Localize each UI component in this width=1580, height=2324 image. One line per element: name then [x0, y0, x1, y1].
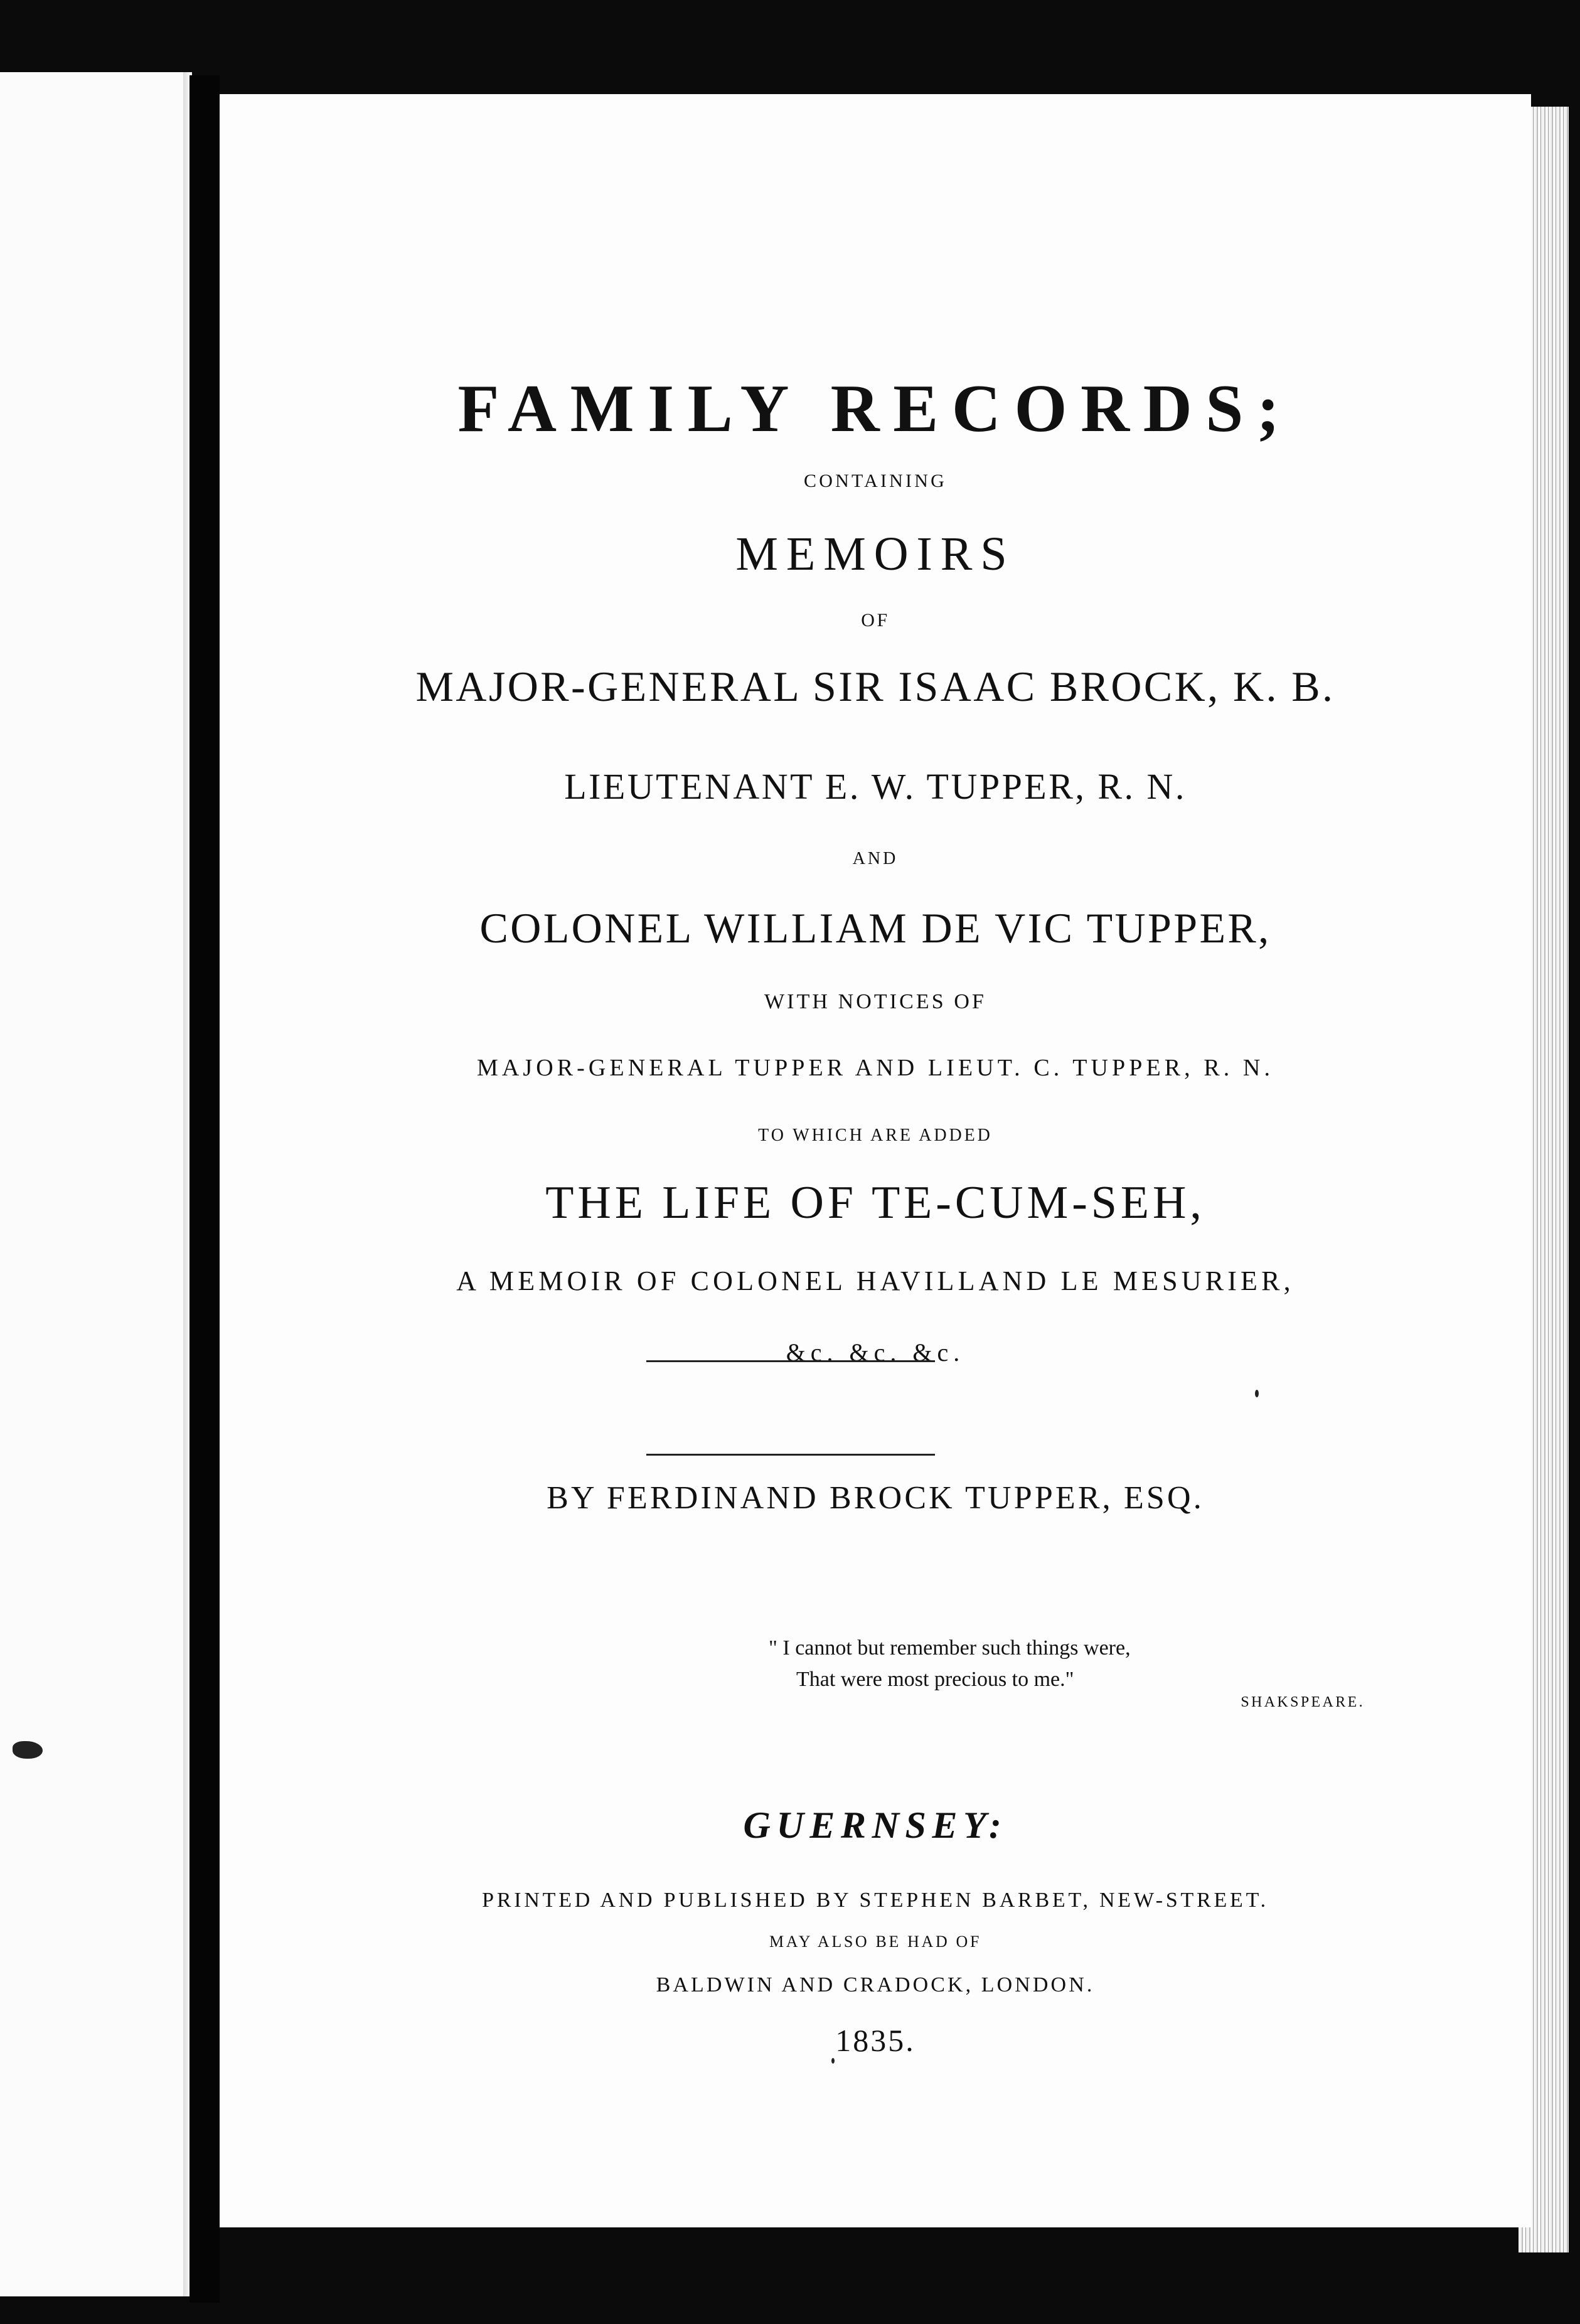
to-which-added-line: TO WHICH ARE ADDED [758, 1126, 993, 1145]
imprint-place: GUERNSEY: [743, 1804, 1008, 1846]
epigraph-source: SHAKSPEARE. [1241, 1694, 1365, 1710]
epigraph-line-1: " I cannot but remember such things were, [769, 1636, 1131, 1660]
with-notices-line: WITH NOTICES OF [764, 990, 986, 1013]
divider-rule-bottom [646, 1454, 935, 1456]
subject-colonel-tupper: COLONEL WILLIAM DE VIC TUPPER, [479, 904, 1271, 952]
memoirs-heading: MEMOIRS [735, 528, 1015, 580]
subject-ew-tupper: LIEUTENANT E. W. TUPPER, R. N. [564, 766, 1187, 807]
life-of-tecumseh: THE LIFE OF TE-CUM-SEH, [545, 1177, 1205, 1229]
imprint-printer: PRINTED AND PUBLISHED BY STEPHEN BARBET, NEW-STREET. [482, 1889, 1269, 1912]
and-line: AND [852, 849, 899, 868]
title-page [220, 94, 1531, 2227]
imprint-may-also: MAY ALSO BE HAD OF [769, 1932, 982, 1951]
author-line: BY FERDINAND BROCK TUPPER, ESQ. [547, 1480, 1204, 1516]
notices-subjects: MAJOR-GENERAL TUPPER AND LIEUT. C. TUPPER, R. N. [476, 1055, 1274, 1081]
book-title: FAMILY RECORDS; [457, 371, 1293, 446]
of-line: OF [861, 610, 890, 631]
scan-speck [1255, 1390, 1259, 1397]
imprint-booksellers: BALDWIN AND CRADOCK, LONDON. [656, 1973, 1095, 1996]
book-gutter [189, 75, 220, 2303]
epigraph [769, 1633, 1365, 1718]
scan-speck [831, 2058, 835, 2064]
facing-page [0, 72, 191, 2296]
et-cetera-line: &c. &c. &c. [786, 1338, 965, 1367]
subject-brock: MAJOR-GENERAL SIR ISAAC BROCK, K. B. [415, 663, 1335, 710]
imprint-year: 1835. [835, 2023, 915, 2058]
epigraph-line-2: That were most precious to me." [796, 1668, 1074, 1691]
scan-speck [13, 1741, 43, 1759]
divider-rule-top [646, 1360, 935, 1362]
containing-line: CONTAINING [804, 471, 947, 491]
memoir-le-mesurier: A MEMOIR OF COLONEL HAVILLAND LE MESURIER, [456, 1266, 1294, 1296]
